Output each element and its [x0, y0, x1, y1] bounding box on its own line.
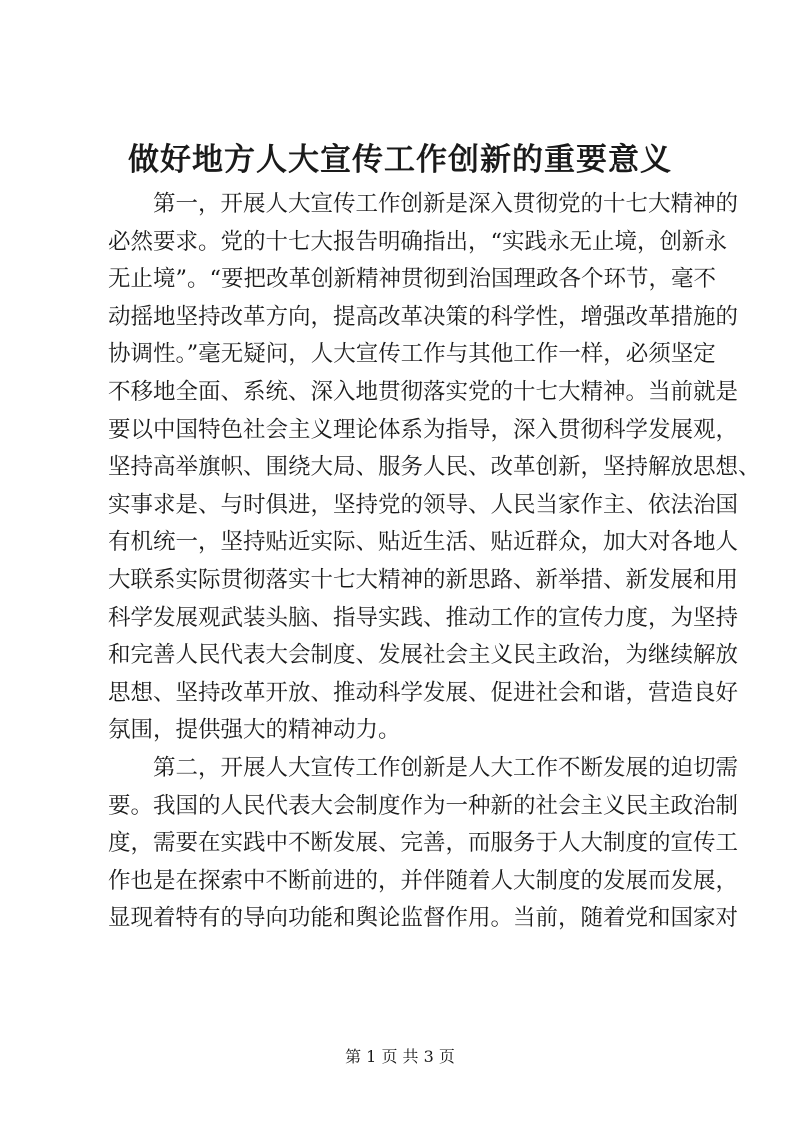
- text-line: 大联系实际贯彻落实十七大精神的新思路、新举措、新发展和用: [108, 566, 739, 593]
- text-line: 思想、坚持改革开放、推动科学发展、促进社会和谐，营造良好: [108, 679, 739, 706]
- text-line: 第二，开展人大宣传工作创新是人大工作不断发展的迫切需: [153, 754, 739, 781]
- text-line: 必然要求。党的十七大报告明确指出，“实践永无止境，创新永: [108, 228, 728, 255]
- text-line: 协调性。”毫无疑问，人大宣传工作与其他工作一样，必须坚定: [108, 341, 716, 368]
- text-line: 氛围，提供强大的精神动力。: [108, 717, 401, 744]
- text-line: 度，需要在实践中不断发展、完善，而服务于人大制度的宣传工: [108, 830, 739, 857]
- text-line: 动摇地坚持改革方向，提高改革决策的科学性，增强改革措施的: [108, 303, 739, 330]
- text-line: 要以中国特色社会主义理论体系为指导，深入贯彻科学发展观，: [108, 416, 739, 443]
- document-title: 做好地方人大宣传工作创新的重要意义: [128, 142, 672, 178]
- text-line: 科学发展观武装头脑、指导实践、推动工作的宣传力度，为坚持: [108, 604, 739, 631]
- text-line: 显现着特有的导向功能和舆论监督作用。当前，随着党和国家对: [108, 905, 739, 932]
- text-line: 有机统一，坚持贴近实际、贴近生活、贴近群众，加大对各地人: [108, 529, 739, 556]
- text-line: 坚持高举旗帜、围绕大局、服务人民、改革创新，坚持解放思想、: [108, 454, 761, 481]
- text-line: 作也是在探索中不断前进的，并伴随着人大制度的发展而发展，: [108, 867, 739, 894]
- text-line: 实事求是、与时俱进，坚持党的领导、人民当家作主、依法治国: [108, 491, 739, 518]
- document-body: [108, 186, 761, 938]
- paragraph-2: [108, 750, 739, 938]
- page-footer: 第 1 页 共 3 页: [345, 1047, 455, 1066]
- text-line: 和完善人民代表大会制度、发展社会主义民主政治，为继续解放: [108, 642, 739, 669]
- text-line: 不移地全面、系统、深入地贯彻落实党的十七大精神。当前就是: [108, 378, 739, 405]
- text-line: 第一，开展人大宣传工作创新是深入贯彻党的十七大精神的: [153, 191, 739, 217]
- paragraph-1: [108, 186, 761, 750]
- text-line: 无止境”。“要把改革创新精神贯彻到治国理政各个环节，毫不: [108, 266, 717, 293]
- text-line: 要。我国的人民代表大会制度作为一种新的社会主义民主政治制: [108, 792, 739, 819]
